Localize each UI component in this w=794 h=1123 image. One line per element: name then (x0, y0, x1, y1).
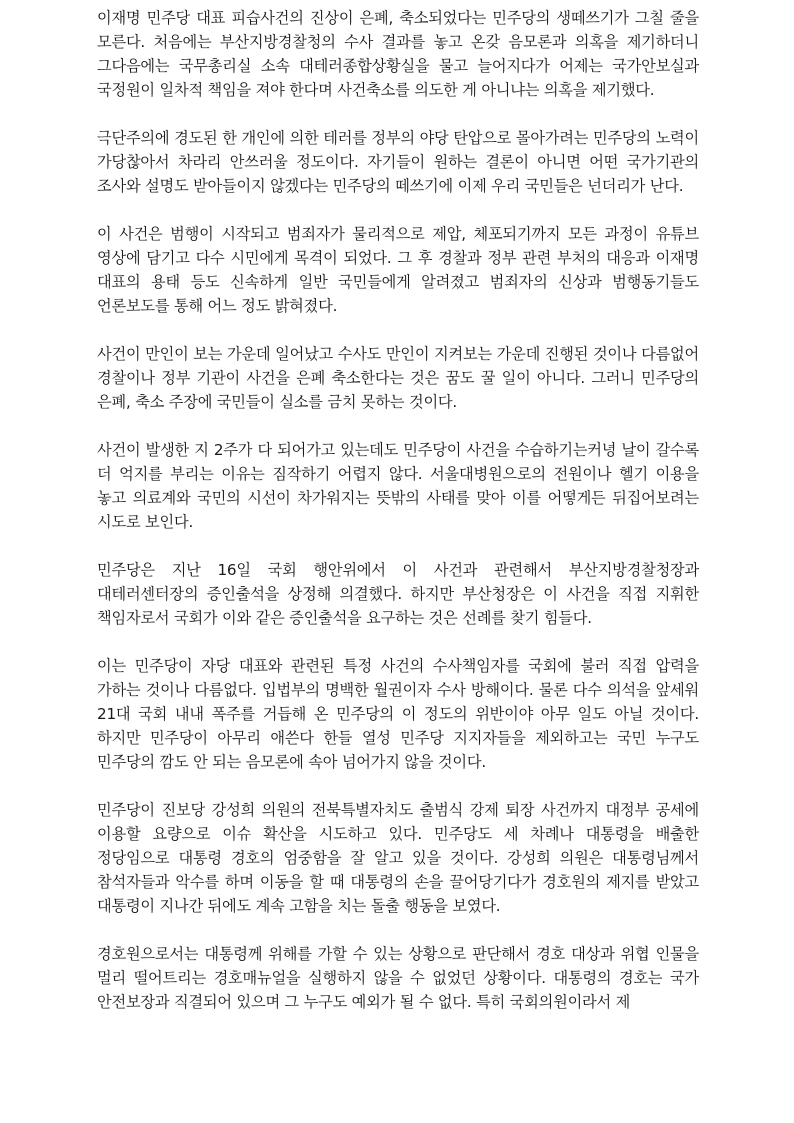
paragraph-4: 사건이 만인이 보는 가운데 일어났고 수사도 만인이 지켜보는 가운데 진행된 것이나 다름없어 경찰이나 정부 기관이 사건을 은폐 축소한다는 것은 꿈도 꿀 일이 아니다. 그러니 민주당의 은폐, 축소 주장에 국민들이 실소를 금치 못하는 것이다. (97, 345, 699, 411)
paragraph-9: 경호원으로서는 대통령께 위해를 가할 수 있는 상황으로 판단해서 경호 대상과 위협 인물을 멀리 떨어트리는 경호매뉴얼을 실행하지 않을 수 없었던 상황이다. 대통령의 경호는 국가 안전보장과 직결되어 있으며 그 누구도 예외가 될 수 없다. 특히 국회의원이라서 제 (97, 945, 699, 1011)
document-body (97, 6, 699, 1038)
paragraph-2: 극단주의에 경도된 한 개인에 의한 테러를 정부의 야당 탄압으로 몰아가려는 민주당의 노력이 가당찮아서 차라리 안쓰러울 정도이다. 자기들이 원하는 결론이 아니면 어떤 국가기관의 조사와 설명도 받아들이지 않겠다는 민주당의 떼쓰기에 이제 우리 국민들은 넌더리가 난다. (97, 129, 699, 195)
paragraph-5: 사건이 발생한 지 2주가 다 되어가고 있는데도 민주당이 사건을 수습하기는커녕 날이 갈수록 더 억지를 부리는 이유는 짐작하기 어렵지 않다. 서울대병원으로의 전원이나 헬기 이용을 놓고 의료계와 국민의 시선이 차가워지는 뜻밖의 사태를 맞아 이를 어떻게든 뒤집어보려는 시도로 보인다. (97, 441, 699, 531)
paragraph-1: 이재명 민주당 대표 피습사건의 진상이 은폐, 축소되었다는 민주당의 생떼쓰기가 그칠 줄을 모른다. 처음에는 부산지방경찰청의 수사 결과를 놓고 온갖 음모론과 의혹을 제기하더니 그다음에는 국무총리실 소속 대테러종합상황실을 물고 늘어지다가 어제는 국가안보실과 국정원이 일차적 책임을 져야 한다며 사건축소를 의도한 게 아니냐는 의혹을 제기했다. (97, 9, 699, 99)
paragraph-7: 이는 민주당이 자당 대표와 관련된 특정 사건의 수사책임자를 국회에 불러 직접 압력을 가하는 것이나 다름없다. 입법부의 명백한 월권이자 수사 방해이다. 물론 다수 의석을 앞세워 21대 국회 내내 폭주를 거듭해 온 민주당의 이 정도의 위반이야 아무 일도 아닐 것이다. 하지만 민주당이 아무리 애쓴다 한들 열성 민주당 지지자들을 제외하고는 국민 누구도 민주당의 깜도 안 되는 음모론에 속아 넘어가지 않을 것이다. (97, 657, 699, 771)
paragraph-8: 민주당이 진보당 강성희 의원의 전북특별자치도 출범식 강제 퇴장 사건까지 대정부 공세에 이용할 요량으로 이슈 확산을 시도하고 있다. 민주당도 세 차례나 대통령을 배출한 정당임으로 대통령 경호의 엄중함을 잘 알고 있을 것이다. 강성희 의원은 대통령님께서 참석자들과 악수를 하며 이동을 할 때 대통령의 손을 끌어당기다가 경호원의 제지를 받았고 대통령이 지나간 뒤에도 계속 고함을 치는 돌출 행동을 보였다. (97, 801, 699, 915)
paragraph-6: 민주당은 지난 16일 국회 행안위에서 이 사건과 관련해서 부산지방경찰청장과 대테러센터장의 증인출석을 상정해 의결했다. 하지만 부산청장은 이 사건을 직접 지휘한 책임자로서 국회가 이와 같은 증인출석을 요구하는 것은 선례를 찾기 힘들다. (97, 561, 699, 627)
paragraph-3: 이 사건은 범행이 시작되고 범죄자가 물리적으로 제압, 체포되기까지 모든 과정이 유튜브 영상에 담기고 다수 시민에게 목격이 되었다. 그 후 경찰과 정부 관련 부처의 대응과 이재명 대표의 용태 등도 신속하게 일반 국민들에게 알려졌고 범죄자의 신상과 범행동기들도 언론보도를 통해 어느 정도 밝혀졌다. (97, 225, 699, 315)
